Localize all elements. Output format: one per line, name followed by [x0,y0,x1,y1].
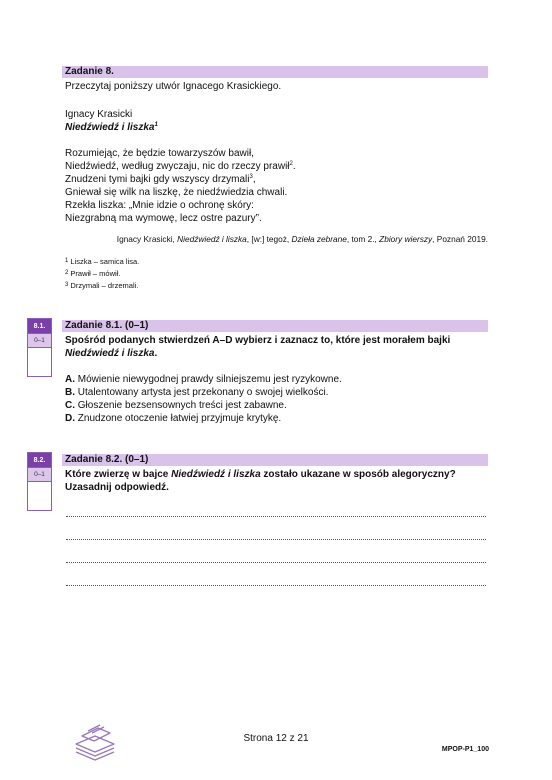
poem-source: Ignacy Krasicki, Niedźwiedź i liszka, [w:] tegoż, Dzieła zebrane, tom 2., Zbiory wierszy, Poznań 2019. [116,234,488,244]
poem-line-5: Rzekła liszka: „Mnie idzie o ochronę skóry: [65,200,254,211]
task8-title: Zadanie 8. [65,66,114,77]
task82-title: Zadanie 8.2. (0–1) [65,454,149,465]
poem-author: Ignacy Krasicki [65,109,133,120]
poem-line-1: Rozumiejąc, że będzie towarzyszów bawił, [65,148,254,159]
task8-instruction: Przeczytaj poniższy utwór Ignacego Krasickiego. [65,81,282,92]
task82-score-field[interactable] [28,481,51,510]
answer-line-3[interactable] [66,562,486,563]
task82-points: 0–1 [28,467,51,481]
task8-header-bar [62,66,488,78]
option-a[interactable]: A. Mówienie niewygodnej prawdy silniejszemu jest ryzykowne. [65,374,342,385]
task82-score-box [27,452,52,511]
answer-line-1[interactable] [66,516,486,517]
task81-title: Zadanie 8.1. (0–1) [65,320,149,331]
task82-question-line-1: Które zwierzę w bajce Niedźwiedź i liszka zostało ukazane w sposób alegoryczny? [65,469,456,480]
poem-line-4: Gniewał się wilk na liszkę, że niedźwiedzia chwali. [65,187,288,198]
task81-score-box [27,318,52,377]
poem-line-3: Znudzeni tymi bajki gdy wszyscy drzymali$^3$, [65,174,256,185]
task81-number: 8.1. [28,319,51,333]
task81-points: 0–1 [28,333,51,347]
option-c[interactable]: C. Głoszenie bezsensownych treści jest zabawne. [65,400,287,411]
footnote-3: $^3$ Drzymali – drzemali. [65,281,139,290]
exam-code: MPOP-P1_100 [441,746,489,753]
footnote-2: $^2$ Prawił – mówił. [65,269,121,278]
task82-number: 8.2. [28,453,51,467]
task81-score-field[interactable] [28,347,51,376]
footnote-1: $^1$ Liszka – samica lisa. [65,257,140,266]
poem-line-6: Niezgrabną ma wymowę, lecz ostre pazury”. [65,213,262,224]
option-b[interactable]: B. Utalentowany artysta jest przekonany o swojej wielkości. [65,387,329,398]
poem-title: Niedźwiedź i liszka$^1$ [65,122,158,133]
task82-question-line-2: Uzasadnij odpowiedź. [65,482,169,493]
answer-line-4[interactable] [66,585,486,586]
option-d[interactable]: D. Znudzone otoczenie łatwiej przyjmuje krytykę. [65,413,282,424]
page-number: Strona 12 z 21 [243,733,309,744]
task81-question-line-2: Niedźwiedź i liszka. [65,348,158,359]
answer-line-2[interactable] [66,539,486,540]
task81-question-line-1: Spośród podanych stwierdzeń A–D wybierz i zaznacz to, które jest morałem bajki [65,335,451,346]
poem-line-2: Niedźwiedź, według zwyczaju, nic do rzeczy prawił$^2$. [65,161,296,172]
